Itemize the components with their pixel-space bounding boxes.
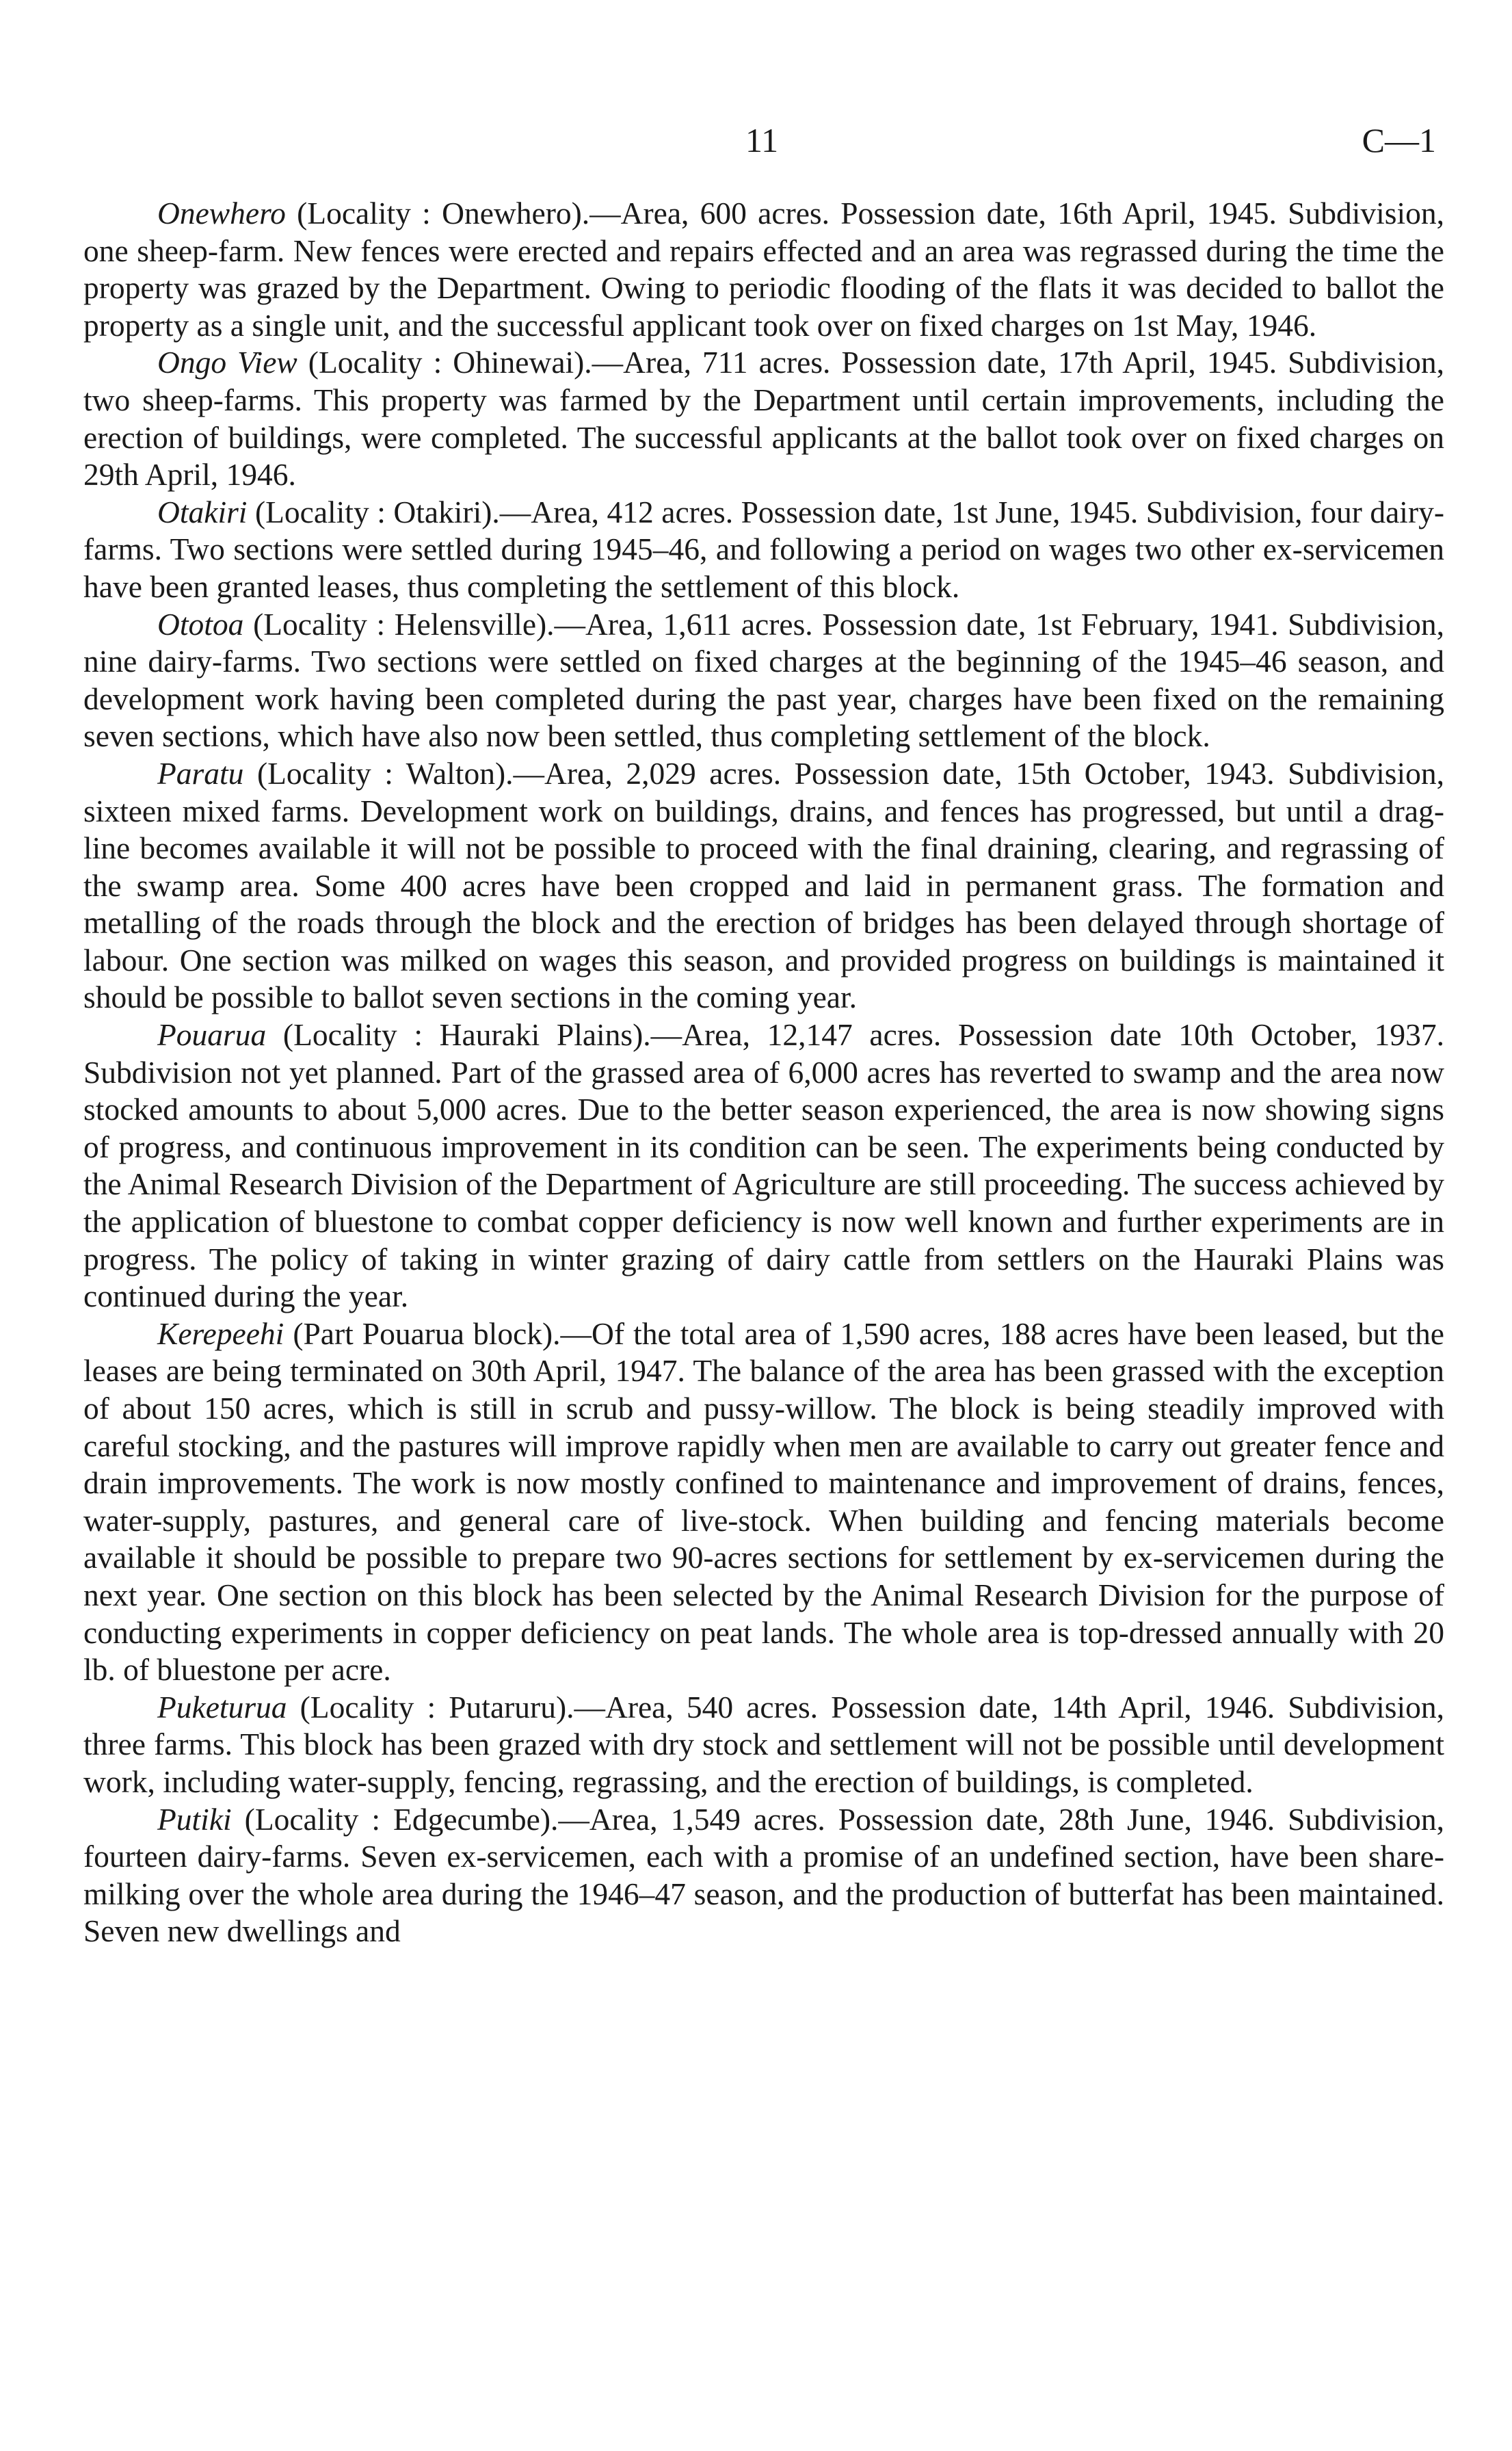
page-header xyxy=(82,116,1436,164)
entry-text: (Locality : Edgecumbe).—Area, 1,549 acres. Possession date, 28th June, 1946. Subdivision, fourteen dairy-farms. Seven ex-servicemen, each with a promise of an undefined section, have been share-milking over the whole area during the 1946–47 season, and the production of butterfat has been maintained. Seven new dwellings and xyxy=(83,1801,1444,1949)
report-code: C—1 xyxy=(1362,121,1436,159)
entry-text: (Locality : Otakiri).—Area, 412 acres. Possession date, 1st June, 1945. Subdivision, four dairy-farms. Two sections were settled during 1945–46, and following a period on wages two other ex-servicemen have been granted leases, thus completing the settlement of this block. xyxy=(83,494,1444,604)
entry-otakiri xyxy=(83,494,1444,606)
entry-text: (Locality : Walton).—Area, 2,029 acres. Possession date, 15th October, 1943. Subdivision, sixteen mixed farms. Development work on buildings, drains, and fences has progressed, but until a drag-line becomes available it will not be possible to proceed with the final draining, clearing, and regrassing of the swamp area. Some 400 acres have been cropped and laid in permanent grass. The formation and metalling of the roads through the block and the erection of bridges has been delayed through shortage of labour. One section was milked on wages this season, and provided progress on buildings is maintained it should be possible to ballot seven sections in the coming year. xyxy=(83,755,1444,1015)
entry-text: (Locality : Onewhero).—Area, 600 acres. Possession date, 16th April, 1945. Subdivision, one sheep-farm. New fences were erected and repairs effected and an area was regrassed during the time the property was grazed by the Department. Owing to periodic flooding of the flats it was decided to ballot the property as a single unit, and the successful applicant took over on fixed charges on 1st May, 1946. xyxy=(83,196,1444,343)
entry-text: (Locality : Hauraki Plains).—Area, 12,147 acres. Possession date 10th October, 1937. Subdivision not yet planned. Part of the grassed area of 6,000 acres has reverted to swamp and the area now stocked amounts to about 5,000 acres. Due to the better season experienced, the area is now showing signs of progress, and continuous improvement in its condition can be seen. The experiments being conducted by the Animal Research Division of the Department of Agriculture are still proceeding. The success achieved by the application of bluestone to combat copper deficiency is now well known and further experiments are in progress. The policy of taking in winter grazing of dairy cattle from settlers on the Hauraki Plains was continued during the year. xyxy=(83,1017,1444,1314)
entry-ototoa xyxy=(83,606,1444,755)
entry-text: (Part Pouarua block).—Of the total area of 1,590 acres, 188 acres have been leased, but the leases are being terminated on 30th April, 1947. The balance of the area has been grassed with the exception of about 150 acres, which is still in scrub and pussy-willow. The block is being steadily improved with careful stocking, and the pastures will improve rapidly when men are available to carry out greater fence and drain improvements. The work is now mostly confined to maintenance and improvement of drains, fences, water-supply, pastures, and general care of live-stock. When building and fencing materials become available it should be possible to prepare two 90-acres sections for settlement by ex-servicemen during the next year. One section on this block has been selected by the Animal Research Division for the purpose of conducting experiments in copper deficiency on peat lands. The whole area is top-dressed annually with 20 lb. of bluestone per acre. xyxy=(83,1315,1444,1688)
block-name: Ongo View xyxy=(157,345,297,380)
entry-ongo-view xyxy=(83,344,1444,493)
block-name: Puketurua xyxy=(157,1689,287,1725)
entry-puketurua xyxy=(83,1689,1444,1801)
entry-pouarua xyxy=(83,1017,1444,1315)
block-name: Otakiri xyxy=(157,494,248,529)
entry-text: (Locality : Helensville).—Area, 1,611 acres. Possession date, 1st February, 1941. Subdivision, nine dairy-farms. Two sections were settled on fixed charges at the beginning of the 1945–46 season, and development work having been completed during the past year, charges have been fixed on the remaining seven sections, which have also now been settled, thus completing settlement of the block. xyxy=(83,606,1444,754)
block-name: Ototoa xyxy=(157,606,244,642)
entry-kerepeehi xyxy=(83,1315,1444,1689)
entry-text: (Locality : Putaruru).—Area, 540 acres. Possession date, 14th April, 1946. Subdivision, three farms. This block has been grazed with dry stock and settlement will not be possible until development work, including water-supply, fencing, regrassing, and the erection of buildings, is completed. xyxy=(83,1689,1444,1799)
block-name: Pouarua xyxy=(157,1017,267,1053)
block-name: Onewhero xyxy=(157,196,286,231)
entry-paratu xyxy=(83,755,1444,1017)
page-number: 11 xyxy=(745,121,779,159)
report-body xyxy=(83,195,1444,1950)
block-name: Paratu xyxy=(157,755,244,791)
entry-text: (Locality : Ohinewai).—Area, 711 acres. Possession date, 17th April, 1945. Subdivision, two sheep-farms. This property was farmed by the Department until certain improvements, including the erection of buildings, were completed. The successful applicants at the ballot took over on fixed charges on 29th April, 1946. xyxy=(83,345,1444,493)
block-name: Kerepeehi xyxy=(157,1315,284,1351)
block-name: Putiki xyxy=(157,1801,232,1837)
entry-putiki xyxy=(83,1801,1444,1950)
entry-onewhero xyxy=(83,195,1444,344)
